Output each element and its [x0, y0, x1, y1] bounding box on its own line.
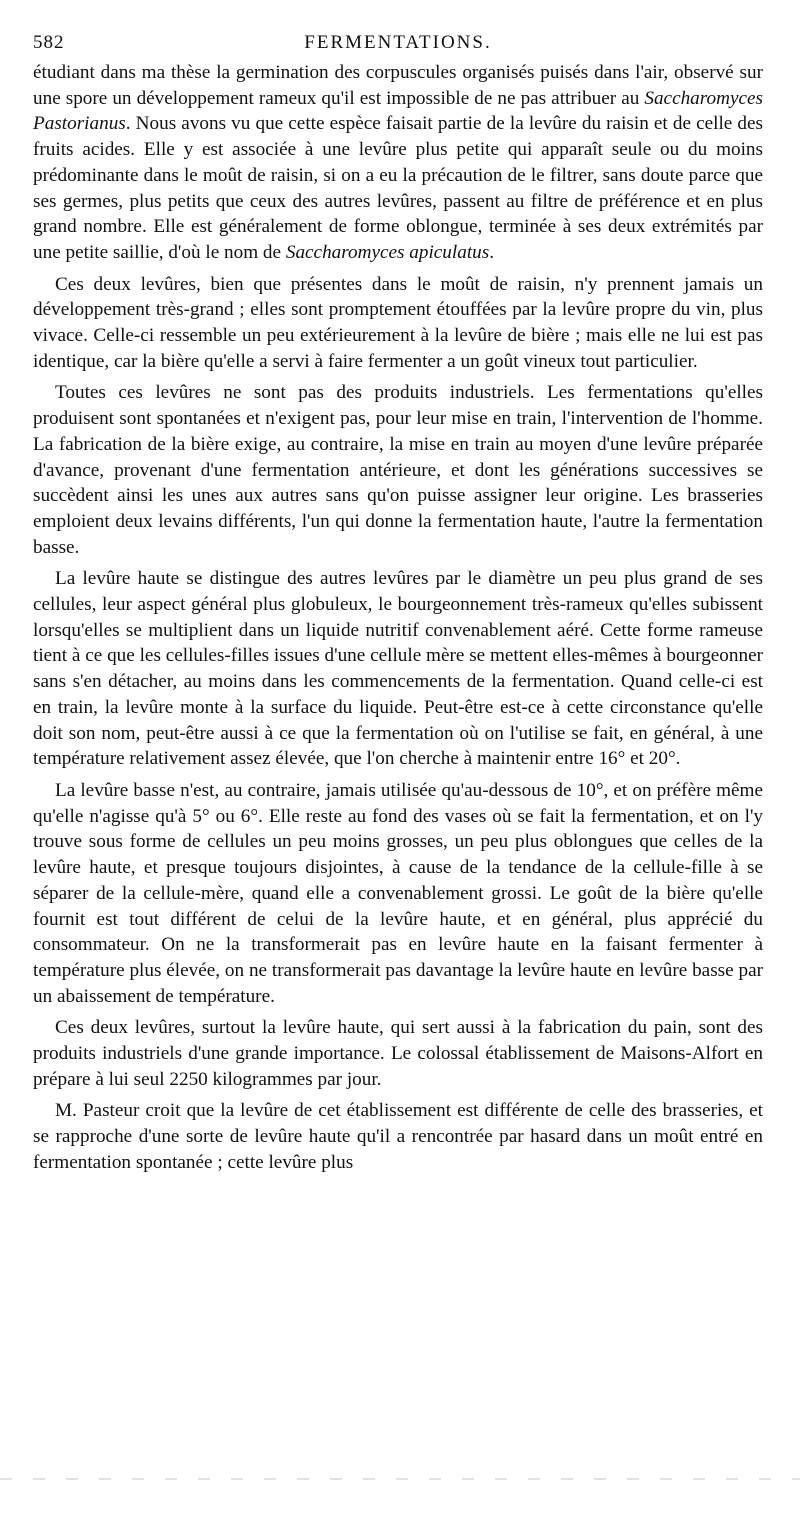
- paragraph-7-text: M. Pasteur croit que la levûre de cet établissement est différente de celle des brasseries, et se rapproche d'une sorte de levûre haute qu'il a rencontrée par hasard dans un moût entré en fermentation spontanée ; cette levûre plus: [33, 1100, 763, 1173]
- scan-noise-line: [0, 1478, 800, 1480]
- species-name-apiculatus: Saccharomyces apiculatus: [285, 241, 490, 263]
- paragraph-6: [33, 1015, 763, 1092]
- paragraph-5: [33, 778, 763, 1009]
- paragraph-5-text: La levûre basse n'est, au contraire, jamais utilisée qu'au-dessous de 10°, et on préfère même qu'elle n'agisse qu'à 5° ou 6°. Elle reste au fond des vases où se fait la fermentation, et on l'y trouve sous forme de cellules un peu moins grosses, un peu plus oblongues que celles de la levûre haute, et presque toujours disjointes, à cause de la tendance de la cellule-fille à se séparer de la cellule-mère, quand elle a convenablement grossi. Le goût de la bière qu'elle fournit est tout différent de celui de la levûre haute, et en général, plus apprécié du consommateur. On ne la transformerait pas en levûre haute en la faisant fermenter à température plus élevée, on ne transformerait pas davantage la levûre haute en levûre basse par un abaissement de température.: [33, 779, 763, 1007]
- species-name-pastorianus: Saccharomyces Pastorianus: [33, 87, 763, 135]
- paragraph-1-text-3: .: [489, 241, 495, 263]
- paragraph-6-text: Ces deux levûres, surtout la levûre haute, qui sert aussi à la fabrication du pain, sont des produits industriels d'une grande importance. Le colossal établissement de Maisons-Alfort en prépare à lui seul 2250 kilogrammes par jour.: [33, 1017, 763, 1090]
- paragraph-4-text: La levûre haute se distingue des autres levûres par le diamètre un peu plus grand de ses cellules, leur aspect général plus globuleux, le bourgeonnement très-rameux qu'elles subissent lorsqu'elles se multiplient dans un liquide nutritif convenablement aéré. Cette forme rameuse tient à ce que les cellules-filles issues d'une cellule mère se mettent elles-mêmes à bourgeonner sans s'en détacher, au moins dans les commencements de la fermentation. Quand celle-ci est en train, la levûre monte à la surface du liquide. Peut-être est-ce à cette circonstance qu'elle doit son nom, peut-être aussi à ce que la fermentation où on l'utilise se fait, en général, à une température relativement assez élevée, que l'on cherche à maintenir entre 16° et 20°.: [33, 568, 763, 770]
- body-text: [33, 60, 763, 1176]
- paragraph-1: [33, 60, 763, 266]
- paragraph-2-text: Ces deux levûres, bien que présentes dans le moût de raisin, n'y prennent jamais un développement très-grand ; elles sont promptement étouffées par la levûre propre du vin, plus vivace. Celle-ci ressemble un peu extérieurement à la levûre de bière ; mais elle ne lui est pas identique, car la bière qu'elle a servi à faire fermenter a un goût vineux tout particulier.: [33, 273, 763, 372]
- paragraph-3: [33, 380, 763, 560]
- paragraph-3-text: Toutes ces levûres ne sont pas des produits industriels. Les fermentations qu'elles produisent sont spontanées et n'exigent pas, pour leur mise en train, l'intervention de l'homme. La fabrication de la bière exige, au contraire, la mise en train au moyen d'une levûre préparée d'avance, provenant d'une fermentation antérieure, et dont les générations successives se succèdent ainsi les unes aux autres sans qu'on puisse assigner leur origine. Les brasseries emploient deux levains différents, l'un qui donne la fermentation haute, l'autre la fermentation basse.: [33, 382, 763, 558]
- paragraph-7: [33, 1098, 763, 1175]
- paragraph-1-text-2: . Nous avons vu que cette espèce faisait partie de la levûre du raisin et de celle des fruits acides. Elle y est associée à une levûre plus petite qui apparaît seule ou du moins prédominante dans le moût de raisin, si on a eu la précaution de le filtrer, sans doute parce que ses germes, plus petits que ceux des autres levûres, passent au filtre de préférence et en plus grand nombre. Elle est généralement de forme oblongue, terminée à ses deux extrémités par une petite saillie, d'où le nom de: [33, 113, 763, 263]
- running-header: [33, 26, 763, 56]
- book-page: [33, 26, 763, 1176]
- paragraph-2: [33, 272, 763, 375]
- running-title: FERMENTATIONS.: [304, 32, 492, 53]
- paragraph-4: [33, 566, 763, 772]
- paragraph-1-text-1: étudiant dans ma thèse la germination des corpuscules organisés puisés dans l'air, observé sur une spore un développement rameux qu'il est impossible de ne pas attribuer au: [33, 62, 763, 109]
- page-number: 582: [33, 32, 65, 53]
